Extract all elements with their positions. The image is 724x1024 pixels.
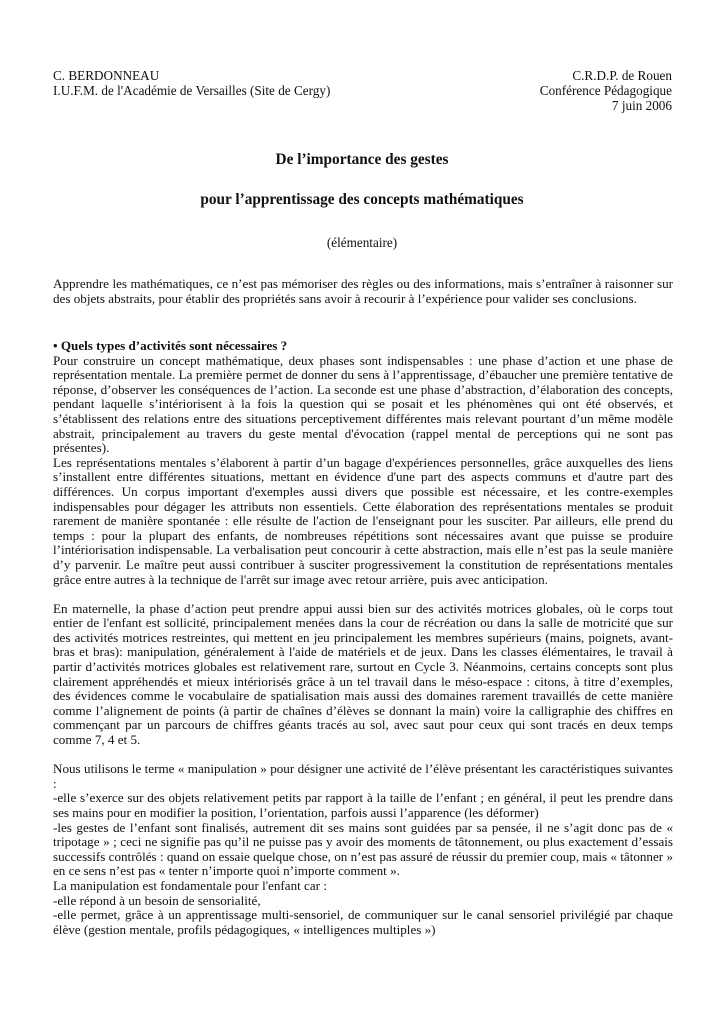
organizer: C.R.D.P. de Rouen [572,68,672,83]
paragraph-representations: Les représentations mentales s’élaborent à partir d’un bagage d'expériences personnelles, grâce auxquelles des liens s’installent entre différentes situations, mettant en évidence d'une part des aspects communs et d'autre part des différences. Un corpus important d'exemples aussi divers que possible est nécessaire, et les contre-exemples indispensables pour dégager les attributs non essentiels. Cette élaboration des représentations mentales se produit rarement de manière spontanée : elle résulte de l'action de l'enseignant pour les susciter. Par ailleurs, elle prend du temps : pour la plupart des enfants, de nombreuses répétitions sont nécessaires avant que puisse se produire l’intériorisation indispensable. La verbalisation peut concourir à cette abstraction, mais elle n’est pas la seule manière d’y parvenir. Le maître peut aussi contribuer à susciter progressivement la constitution de représentations mentales grâce entre autres à la technique de l'arrêt sur image avec retour arrière, puis avec anticipation. [53,454,673,587]
section-heading: • Quels types d’activités sont nécessaires ? [53,338,288,353]
author-institution: I.U.F.M. de l'Académie de Versailles (Site de Cergy) [53,83,331,98]
paragraph-fundamental: La manipulation est fondamentale pour l'enfant car : [53,877,327,893]
document-title-line1: De l’importance des gestes [275,151,449,168]
intro-paragraph: Apprendre les mathématiques, ce n’est pas mémoriser des règles ou des informations, mais s’entraîner à raisonner sur des objets abstraits, pour établir des propriétés sans avoir à recourir à l’expérience pour valider ses conclusions. [53,276,673,306]
list-item-multisensory: -elle permet, grâce à un apprentissage multi-sensoriel, de communiquer sur le canal sensoriel privilégié par chaque élève (gestion mentale, profils pédagogiques, « intelligences multiples ») [53,907,673,937]
document-title-line2: pour l’apprentissage des concepts mathématiques [200,191,524,208]
list-item-gestures: -les gestes de l’enfant sont finalisés, autrement dit ses mains sont guidées par sa pensée, il ne s’agit donc pas de « tripotage » ; ceci ne signifie pas qu’il ne puisse pas y avoir des moments de tâtonnement, ou plus exactement d’essais successifs contrôlés : quand on essaie quelque chose, on n’est pas assuré de réussir du premier coup, mais « tâtonner » en ce sens n’est pas « tenter n’importe quoi n’importe comment ». [53,819,673,879]
header-right [540,68,672,113]
paragraph-maternelle: En maternelle, la phase d’action peut prendre appui aussi bien sur des activités motrices globales, où le corps tout entier de l'enfant est sollicité, principalement menées dans la cour de récréation ou dans la salle de motricité que sur des activités motrices restreintes, qui mettent en jeu principalement les membres supérieurs (mains, poignets, avant-bras et bras): manipulation, généralement à l'aide de matériels et de jeux. Dans les classes élémentaires, le travail à partir d’activités motrices globales est relativement rare, surtout en Cycle 3. Néanmoins, certains concepts sont plus clairement appréhendés et mieux intériorisés grâce à un tel travail dans le méso-espace : citons, à titre d’exemples, des évidences comme le vocabulaire de spatialisation mais aussi des domaines rarement travaillés de cette manière comme l’alignement de points (à partir de chaînes d’élèves se donnant la main) voire la calligraphie des chiffres en commençant par un parcours de chiffres géants tracés au sol, avec saut pour ceux qui sont tracés en deux temps comme 7, 4 et 5. [53,600,673,748]
main-section [53,339,673,937]
paragraph-phases: Pour construire un concept mathématique, deux phases sont indispensables : une phase d’action et une phase de représentation mentale. La première permet de donner du sens à l’apprentissage, d’ébaucher une première tentative de réponse, d’observer les conséquences de l’action. La seconde est une phase d’abstraction, d’élaboration des concepts, pendant laquelle s’intériorisent à la fois la question qui se posait et les phénomènes qui ont été observés, et s’établissent des relations entre des situations perceptivement différentes mais relevant pourtant d’un même modèle abstrait, principalement au travers du geste mental d'évocation (rappel mental de perceptions qui ne sont pas présentes). [53,352,673,456]
paragraph-gap [53,587,673,602]
event-date: 7 juin 2006 [611,98,672,113]
header-left [53,68,330,98]
list-item-sensoriality: -elle répond à un besoin de sensorialité, [53,892,261,908]
author-name: C. BERDONNEAU [53,68,160,83]
event-type: Conférence Pédagogique [539,83,672,98]
document-subtitle: (élémentaire) [326,235,398,250]
list-item-objects: -elle s’exerce sur des objets relativement petits par rapport à la taille de l’enfant ; en général, il peut les prendre dans ses mains pour en modifier la position, l’orientation, parfois aussi l’apparence (les déformer) [53,790,673,820]
paragraph-gap [53,748,673,763]
paragraph-manipulation-def: Nous utilisons le terme « manipulation » pour désigner une activité de l’élève présentant les caractéristiques suivantes : [53,761,673,791]
